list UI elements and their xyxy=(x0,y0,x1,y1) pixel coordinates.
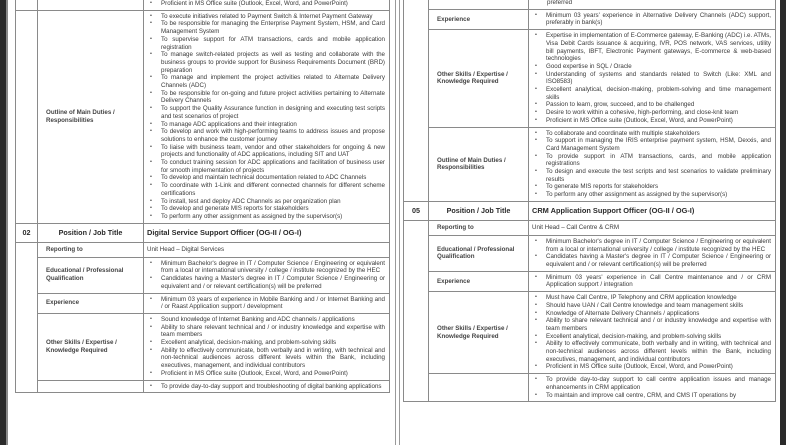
skills-content xyxy=(529,292,776,374)
reporting-label: Reporting to xyxy=(38,242,144,257)
duty-item: • To manage ADC applications and their integration xyxy=(161,121,385,129)
reporting-row xyxy=(16,242,390,257)
bullet-list xyxy=(147,383,385,391)
duty-item: • To design and execute the test scripts and test scenarios to validate preliminary results xyxy=(546,168,771,183)
duty-item: • To provide day-to-day support and troubleshooting of digital banking applications xyxy=(161,383,385,391)
experience-content xyxy=(529,271,776,291)
duty-item: • To conduct training session for ADC applications and facilitation of business user for smooth implementation of projects xyxy=(161,159,385,174)
page-edge-left-shadow xyxy=(6,0,8,445)
bullet-list xyxy=(147,0,385,8)
reporting-row xyxy=(404,220,776,235)
skills-label: Other Skills / Expertise / Knowledge Required xyxy=(429,30,529,127)
skill-item: • Understanding of systems and standards related to Switch (Like: XML and ISO8583) xyxy=(546,71,771,86)
duty-item: • To support in managing the IRIS enterprise payment system, HSM, Dexxis, and Card Management System xyxy=(546,137,771,152)
skill-item: • Excellent analytical, decision-making, and problem-solving skills xyxy=(161,339,385,347)
skills-content xyxy=(144,313,390,380)
skills-label: Other Skills / Expertise / Knowledge Required xyxy=(429,292,529,374)
right-column xyxy=(403,0,776,445)
reporting-value: Unit Head – Digital Services xyxy=(144,242,390,257)
duty-item: • To be responsible for on-going and future project activities pertaining to Alternate Delivery Channels xyxy=(161,90,385,105)
duty-item: • To perform any other assignment as assigned by the supervisor(s) xyxy=(161,213,385,221)
bullet-list xyxy=(532,376,771,399)
position-row-02 xyxy=(16,223,390,242)
duties-content xyxy=(144,380,390,393)
duty-item: • To develop and maintain technical documentation related to ADC Channels xyxy=(161,174,385,182)
skill-item: • Proficient in MS Office suite (Outlook, Excel, Word, and PowerPoint) xyxy=(161,0,385,8)
education-label: Educational / Professional Qualification xyxy=(429,235,529,271)
duties-fragment-row xyxy=(16,380,390,393)
skill-item: • Should have UAN / Call Centre knowledge and team management skills xyxy=(546,302,771,310)
column-divider-right xyxy=(399,0,400,445)
skill-item: • Ability to share relevant technical and / or industry knowledge and expertise with team members xyxy=(161,324,385,339)
experience-label: Experience xyxy=(38,293,144,313)
bullet-list xyxy=(147,13,385,221)
bullet-list xyxy=(147,316,385,378)
position-title: CRM Application Support Officer (OG-II / OG-I) xyxy=(529,201,776,220)
position-row-05 xyxy=(404,201,776,220)
duties-content xyxy=(144,10,390,223)
skill-item: • Ability to effectively communicate, both verbally and in writing, with technical and non-technical audiences across different levels within the Bank, including executives, management, and individual contributors xyxy=(161,347,385,370)
skills-row xyxy=(404,292,776,374)
experience-row xyxy=(404,9,776,29)
job-table-right xyxy=(403,0,776,402)
top-fragment-row xyxy=(404,0,776,9)
bullet-list xyxy=(532,12,771,27)
experience-row xyxy=(16,293,390,313)
label-cell-empty xyxy=(38,380,144,393)
experience-row xyxy=(404,271,776,291)
number-cell-empty xyxy=(404,0,429,201)
duties-label: Outline of Main Duties / Responsibilities xyxy=(429,127,529,201)
reporting-value: Unit Head – Call Centre & CRM xyxy=(529,220,776,235)
left-column xyxy=(15,0,390,445)
experience-content xyxy=(529,9,776,29)
number-cell-empty xyxy=(16,10,38,223)
duty-item: • To provide support in ATM transactions, cards, and mobile application registrations xyxy=(546,153,771,168)
bullet-list xyxy=(532,294,771,371)
label-cell-empty xyxy=(429,0,529,9)
skill-item: • Ability to effectively communicate, both verbally and in writing, with technical and non-technical audiences across different levels within the Bank, including executives, management, and individual contributors xyxy=(546,340,771,363)
bullet-list xyxy=(147,260,385,291)
duty-item: • To execute initiatives related to Payment Switch & Internet Payment Gateway xyxy=(161,13,385,21)
skill-item: • Desire to work within a cohesive, high-performing, and close-knit team xyxy=(546,109,771,117)
education-item: • Minimum Bachelor's degree in IT / Computer Science / Engineering or equivalent from a local or international university / college / institute recognized by the HEC xyxy=(546,238,771,253)
label-cell-empty xyxy=(38,0,144,10)
number-cell-empty xyxy=(16,242,38,393)
preferred-text: preferred xyxy=(547,0,573,6)
experience-item: • Minimum 03 years' experience in Alternative Delivery Channels (ADC) support, preferably in bank(s) xyxy=(546,12,771,27)
skill-item: • Proficient in MS Office suite (Outlook, Excel, Word, and PowerPoint) xyxy=(161,370,385,378)
skill-item: • Expertise in implementation of E-Commerce gateway, E-Banking (ADC) i.e. ATMs, Visa Debit Cards issuance & acquiring, IVR, POS network, VAS services, utility bill payments, IBFT, Electronic Payment gateways, E-commerce & web-based technologies xyxy=(546,32,771,63)
bullet-list xyxy=(532,274,771,289)
experience-label: Experience xyxy=(429,9,529,29)
position-number: 02 xyxy=(16,223,38,242)
bullet-list xyxy=(532,32,771,124)
duty-item: • To liaise with business team, vendor and other stakeholders for ongoing & new projects and functionality of ADC applications, including SIT and UAT xyxy=(161,144,385,159)
label-cell-empty xyxy=(429,374,529,402)
skills-label: Other Skills / Expertise / Knowledge Required xyxy=(38,313,144,380)
duty-item: • To maintain and improve call centre, CRM, and CMS IT operations by xyxy=(546,392,771,400)
education-item: • Candidates having a Master's degree in IT / Computer Science / Engineering or equivalent and / or relevant certification(s) will be preferred xyxy=(161,275,385,290)
reporting-label: Reporting to xyxy=(429,220,529,235)
skills-content xyxy=(529,30,776,127)
number-cell-empty xyxy=(404,220,429,401)
skill-item: • Good expertise in SQL / Oracle xyxy=(546,63,771,71)
skill-item: • Knowledge of Alternate Delivery Channels / applications xyxy=(546,310,771,318)
duties-row xyxy=(16,10,390,223)
skill-item: • Must have Call Centre, IP Telephony and CRM application knowledge xyxy=(546,294,771,302)
duty-item: • To supervise support for ATM transactions, cards and mobile application registration xyxy=(161,36,385,51)
skill-item: • Ability to share relevant technical and / or industry knowledge and expertise with team members xyxy=(546,317,771,332)
top-fragment-row xyxy=(16,0,390,10)
experience-item: • Minimum 03 years' experience in Call Centre maintenance and / or CRM Application support / integration xyxy=(546,274,771,289)
skill-item: • Excellent analytical, decision-making, and problem-solving skills xyxy=(546,333,771,341)
education-label: Educational / Professional Qualification xyxy=(38,257,144,293)
skill-item: • Sound knowledge of Internet Banking and ADC channels / applications xyxy=(161,316,385,324)
duty-item: • To provide day-to-day support to call centre application issues and manage enhancements in CRM application xyxy=(546,376,771,391)
experience-label: Experience xyxy=(429,271,529,291)
experience-content xyxy=(144,293,390,313)
education-item: • Minimum Bachelor's degree in IT / Computer Science / Engineering or equivalent from a local or international university / college / institute recognized by the HEC xyxy=(161,260,385,275)
content-cell xyxy=(529,0,776,9)
content-cell xyxy=(144,0,390,10)
education-item: • Candidates having a Master's degree in IT / Computer Science / Engineering or equivalent and / or relevant certification(s) will be preferred xyxy=(546,253,771,268)
column-divider-left xyxy=(395,0,396,445)
duties-content xyxy=(529,127,776,201)
duty-item: • To perform any other assignment as assigned by the supervisor(s) xyxy=(546,191,771,199)
duty-item: • To manage and implement the project activities related to Alternate Delivery Channels (ADC) xyxy=(161,74,385,89)
duty-item: • To coordinate with 1-Link and different connected channels for different scheme certifications xyxy=(161,182,385,197)
position-label: Position / Job Title xyxy=(429,201,529,220)
duties-row xyxy=(404,374,776,402)
duty-item: • To develop and generate MIS reports for stakeholders xyxy=(161,205,385,213)
position-number: 05 xyxy=(404,201,429,220)
bullet-list xyxy=(532,238,771,269)
duty-item: • To manage switch-related projects as well as testing and collaborate with the business groups to provide support for Business Requirements Document (BRD) preparation xyxy=(161,51,385,74)
duties-row xyxy=(404,127,776,201)
skills-row xyxy=(404,30,776,127)
position-title: Digital Service Support Officer (OG-II / OG-I) xyxy=(144,223,390,242)
duty-item: • To install, test and deploy ADC Channels as per organization plan xyxy=(161,198,385,206)
skill-item: • Proficient in MS Office suite (Outlook, Excel, Word, and PowerPoint) xyxy=(546,363,771,371)
duty-item: • To be responsible for managing the Enterprise Payment System, HSM, and Card Management System xyxy=(161,20,385,35)
education-row xyxy=(404,235,776,271)
skill-item: • Passion to learn, grow, succeed, and to be challenged xyxy=(546,101,771,109)
education-content xyxy=(529,235,776,271)
job-table-left xyxy=(15,0,390,393)
education-row xyxy=(16,257,390,293)
page-edge-right xyxy=(780,0,786,445)
duty-item: • To develop and work with high-performing teams to address issues and propose solutions to enhance the customer journey xyxy=(161,128,385,143)
number-cell-empty xyxy=(16,0,38,10)
skill-item: • Proficient in MS Office suite (Outlook, Excel, Word, and PowerPoint) xyxy=(546,117,771,125)
position-label: Position / Job Title xyxy=(38,223,144,242)
skill-item: • Excellent analytical, decision-making, problem-solving and time management skills xyxy=(546,86,771,101)
bullet-list xyxy=(147,296,385,311)
duty-item: • To support the Quality Assurance function in designing and executing test scripts and test scenarios of project xyxy=(161,105,385,120)
duties-label: Outline of Main Duties / Responsibilities xyxy=(38,10,144,223)
duty-item: • To generate MIS reports for stakeholders xyxy=(546,183,771,191)
skills-row xyxy=(16,313,390,380)
bullet-list xyxy=(532,130,771,199)
duty-item: • To collaborate and coordinate with multiple stakeholders xyxy=(546,130,771,138)
experience-item: • Minimum 03 years of experience in Mobile Banking and / or Internet Banking and / or Raast Application support / development xyxy=(161,296,385,311)
duties-content xyxy=(529,374,776,402)
education-content xyxy=(144,257,390,293)
